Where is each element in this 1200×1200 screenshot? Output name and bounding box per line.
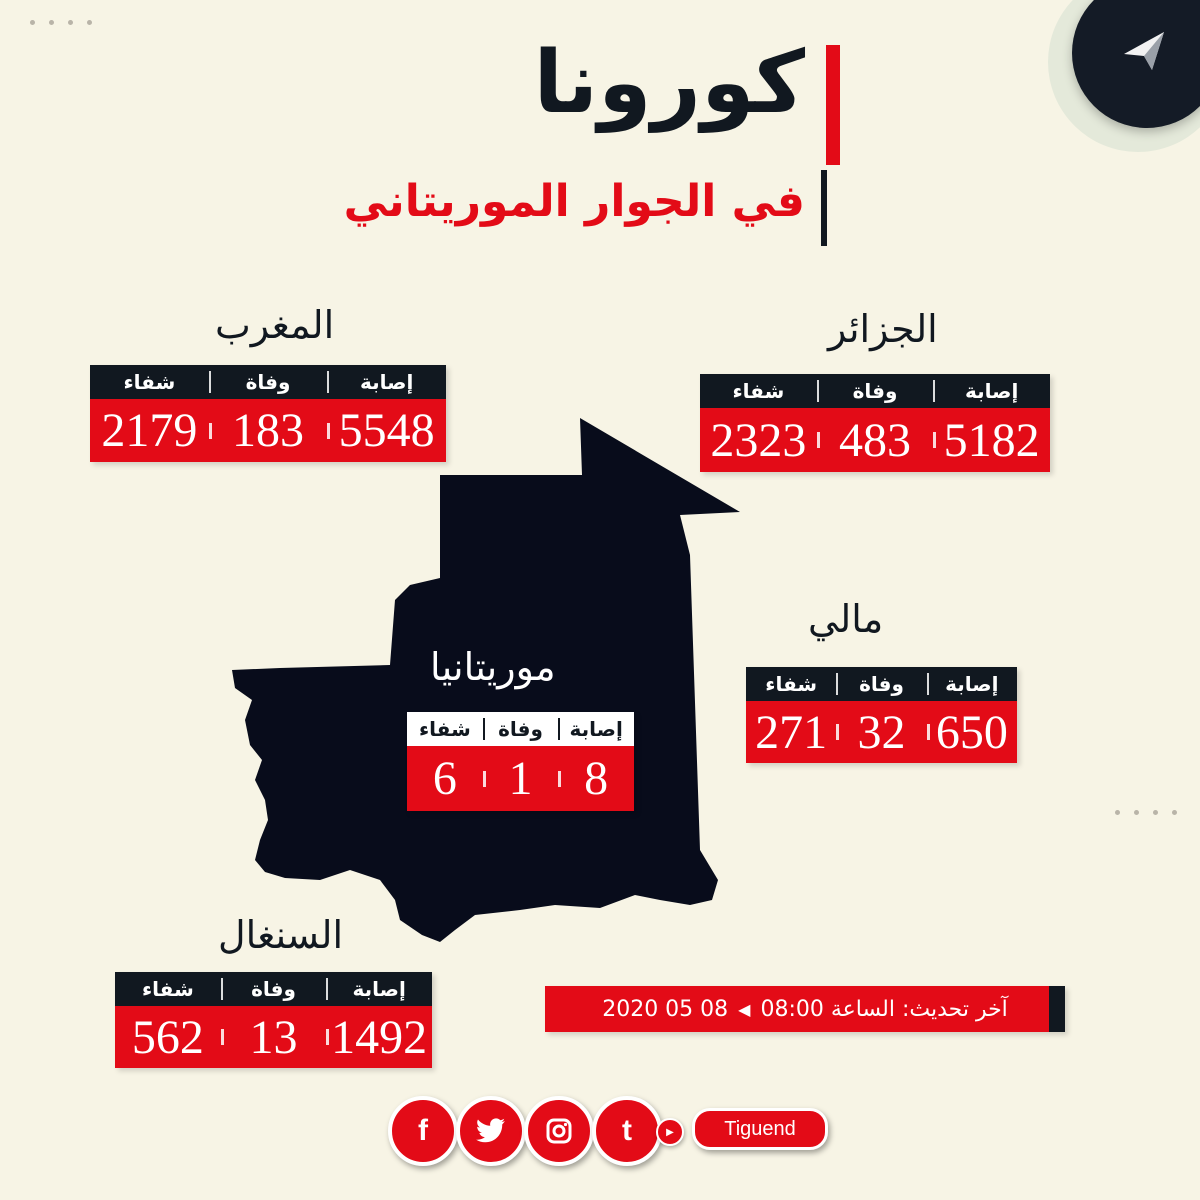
stats-card-mauritania xyxy=(407,712,634,811)
recovered-value: 2323 xyxy=(710,413,807,467)
deaths-label: وفاة xyxy=(209,370,328,394)
cases-label: إصابة xyxy=(927,672,1017,696)
stats-card-mali xyxy=(746,667,1017,763)
last-update-bar xyxy=(545,986,1065,1032)
triangle-left-icon: ◀ xyxy=(738,999,751,1019)
instagram-icon[interactable] xyxy=(524,1096,594,1166)
stats-values xyxy=(746,701,1017,763)
country-name-algeria: الجزائر xyxy=(828,307,938,351)
recovered-label: شفاء xyxy=(418,717,471,741)
recovered-value: 2179 xyxy=(101,404,198,457)
country-name-morocco: المغرب xyxy=(215,303,335,347)
deaths-label: وفاة xyxy=(221,977,327,1001)
page-subtitle: في الجوار الموريتاني xyxy=(343,176,805,227)
stats-header xyxy=(90,365,446,399)
stats-values xyxy=(407,746,634,811)
cases-value: 1492 xyxy=(326,1010,432,1065)
play-icon: ▶ xyxy=(656,1118,684,1146)
recovered-value: 6 xyxy=(432,752,457,805)
deaths-label: وفاة xyxy=(817,379,934,403)
deaths-value: 483 xyxy=(817,413,934,468)
cases-label: إصابة xyxy=(933,379,1050,403)
country-name-senegal: السنغال xyxy=(218,913,344,957)
stats-card-morocco xyxy=(90,365,446,462)
deaths-label: وفاة xyxy=(483,717,559,741)
stats-card-algeria xyxy=(700,374,1050,472)
cases-value: 5182 xyxy=(933,413,1050,468)
cases-value: 5548 xyxy=(327,403,446,458)
country-name-mauritania: موريتانيا xyxy=(430,645,556,689)
deaths-value: 32 xyxy=(836,705,926,760)
last-update-date: 2020 05 08 xyxy=(602,996,729,1022)
deaths-value: 183 xyxy=(209,403,328,458)
country-name-mali: مالي xyxy=(808,597,884,641)
stats-values xyxy=(115,1006,432,1068)
stats-values xyxy=(700,408,1050,472)
recovered-value: 562 xyxy=(131,1010,204,1064)
deaths-value: 1 xyxy=(483,751,559,806)
cases-label: إصابة xyxy=(558,717,634,741)
facebook-icon[interactable]: f xyxy=(388,1096,458,1166)
stats-values xyxy=(90,399,446,462)
recovered-label: شفاء xyxy=(141,977,194,1001)
tumblr-icon[interactable]: t xyxy=(592,1096,662,1166)
page-title: كورونا xyxy=(533,33,805,133)
last-update-label: آخر تحديث: الساعة 08:00 xyxy=(760,996,1008,1022)
cases-label: إصابة xyxy=(327,370,446,394)
stats-header xyxy=(407,712,634,746)
recovered-label: شفاء xyxy=(765,672,818,696)
recovered-label: شفاء xyxy=(123,370,176,394)
recovered-label: شفاء xyxy=(732,379,785,403)
recovered-value: 271 xyxy=(755,705,828,759)
cases-value: 650 xyxy=(927,705,1017,760)
cases-value: 8 xyxy=(558,751,634,806)
deaths-value: 13 xyxy=(221,1010,327,1065)
social-handle[interactable]: Tiguend xyxy=(692,1108,828,1150)
stats-header xyxy=(700,374,1050,408)
twitter-icon[interactable] xyxy=(456,1096,526,1166)
deaths-label: وفاة xyxy=(836,672,926,696)
stats-header xyxy=(115,972,432,1006)
stats-header xyxy=(746,667,1017,701)
stats-card-senegal xyxy=(115,972,432,1068)
cases-label: إصابة xyxy=(326,977,432,1001)
